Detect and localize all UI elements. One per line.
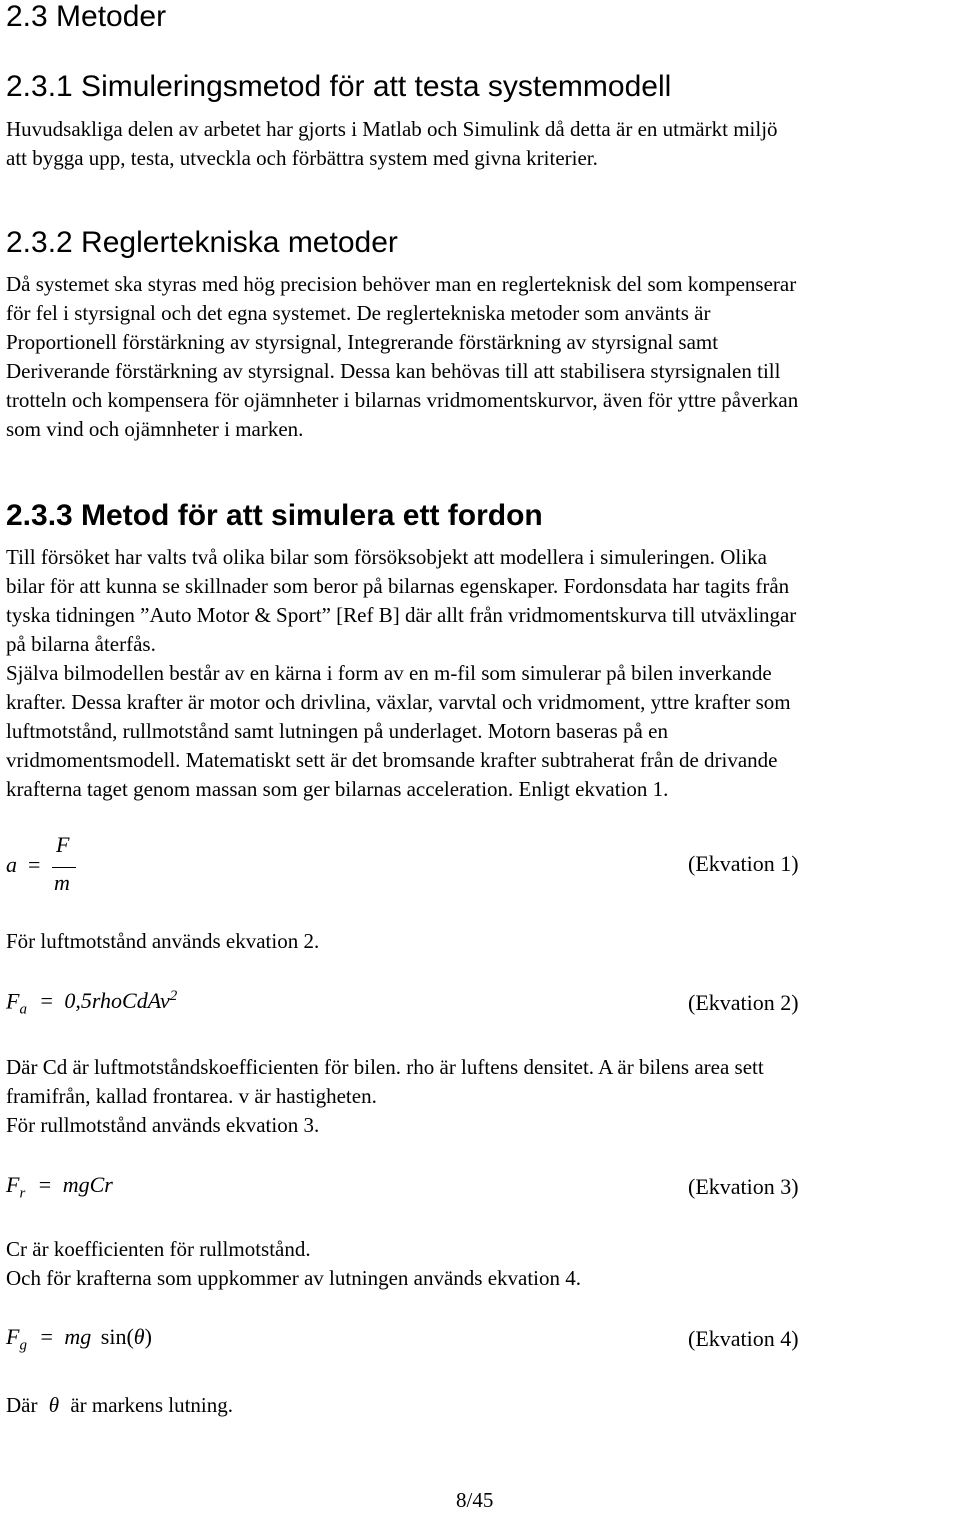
eq2-label: (Ekvation 2) bbox=[688, 990, 799, 1015]
text-line: som vind och ojämnheter i marken. bbox=[6, 417, 304, 441]
eq1-after-text bbox=[6, 927, 958, 956]
equation-4 bbox=[6, 1324, 152, 1354]
text-line: Proportionell förstärkning av styrsignal, Integrerande förstärkning av styrsignal samt bbox=[6, 330, 719, 354]
eq4-close: ) bbox=[144, 1324, 152, 1349]
fraction-bar bbox=[52, 867, 76, 868]
heading-2-3: 2.3 Metoder bbox=[6, 0, 167, 33]
heading-2-3-3: 2.3.3 Metod för att simulera ett fordon bbox=[6, 499, 543, 532]
eq1-denominator: m bbox=[54, 870, 70, 895]
eq3-sub: r bbox=[19, 1185, 26, 1202]
eq2-rhs: 0,5rhoCdAv bbox=[64, 988, 170, 1014]
eq4-after-text bbox=[6, 1391, 958, 1420]
eq2-sub: a bbox=[19, 1001, 27, 1018]
equation-1 bbox=[6, 832, 96, 900]
equation-2 bbox=[6, 988, 177, 1019]
eq2-sup: 2 bbox=[169, 988, 178, 1004]
text-line: Och för krafterna som uppkommer av lutningen används ekvation 4. bbox=[6, 1266, 582, 1290]
eq2-after-text bbox=[6, 1053, 958, 1140]
text-line: Deriverande förstärkning av styrsignal. Dessa kan behövas till att stabilisera styrsignalen till bbox=[6, 359, 781, 383]
text-line bbox=[6, 1391, 958, 1420]
eq3-label: (Ekvation 3) bbox=[688, 1174, 799, 1199]
text-line: luftmotstånd, rullmotstånd samt lutningen på underlaget. Motorn baseras på en bbox=[6, 719, 668, 743]
paragraph-2-3-3b bbox=[6, 659, 958, 804]
paragraph-2-3-3a bbox=[6, 543, 958, 659]
text-line: bilar för att kunna se skillnader som beror på bilarnas egenskaper. Fordonsdata har tagits från bbox=[6, 574, 790, 598]
eq2-f: F bbox=[6, 988, 20, 1014]
eq1-numerator: F bbox=[56, 832, 70, 857]
paragraph-2-3-2 bbox=[6, 270, 958, 444]
equation-3 bbox=[6, 1172, 113, 1202]
eq4-func: sin( bbox=[100, 1324, 134, 1349]
eq3-equals: = bbox=[38, 1172, 52, 1197]
page-number: 8/45 bbox=[456, 1488, 494, 1512]
eq4-sub: g bbox=[19, 1337, 27, 1354]
text-line: framifrån, kallad frontarea. v är hastigheten. bbox=[6, 1084, 377, 1108]
eq3-after-text bbox=[6, 1235, 958, 1293]
text-line: vridmomentsmodell. Matematiskt sett är det bromsande krafter subtraherat från de drivande bbox=[6, 748, 778, 772]
text-line: att bygga upp, testa, utveckla och förbättra system med givna kriterier. bbox=[6, 146, 598, 170]
text-line: För luftmotstånd används ekvation 2. bbox=[6, 929, 320, 953]
eq4-after-pre: Där bbox=[6, 1393, 38, 1417]
eq4-mg: mg bbox=[64, 1324, 92, 1349]
text-line: Till försöket har valts två olika bilar som försöksobjekt att modellera i simuleringen. Olika bbox=[6, 545, 767, 569]
eq1-lhs: a bbox=[6, 852, 17, 877]
text-line: krafterna taget genom massan som ger bilarnas acceleration. Enligt ekvation 1. bbox=[6, 777, 669, 801]
theta-symbol: θ bbox=[48, 1393, 60, 1417]
heading-2-3-1: 2.3.1 Simuleringsmetod för att testa systemmodell bbox=[6, 70, 672, 103]
text-line: krafter. Dessa krafter är motor och drivlina, växlar, varvtal och vridmoment, yttre krafter som bbox=[6, 690, 791, 714]
text-line: Då systemet ska styras med hög precision behöver man en reglerteknisk del som kompenserar bbox=[6, 272, 797, 296]
eq3-f: F bbox=[6, 1172, 20, 1197]
text-line: tyska tidningen ”Auto Motor & Sport” [Ref B] där allt från vridmomentskurva till utväxlingar bbox=[6, 603, 797, 627]
eq2-equals: = bbox=[40, 988, 53, 1014]
eq4-theta: θ bbox=[133, 1324, 145, 1349]
heading-2-3-2: 2.3.2 Reglertekniska metoder bbox=[6, 226, 398, 259]
paragraph-2-3-1 bbox=[6, 115, 958, 173]
eq1-equals: = bbox=[28, 852, 41, 877]
text-line: Själva bilmodellen består av en kärna i form av en m-fil som simulerar på bilen inverkande bbox=[6, 661, 772, 685]
eq4-f: F bbox=[6, 1324, 20, 1349]
eq3-rhs: mgCr bbox=[62, 1172, 113, 1197]
text-line: för fel i styrsignal och det egna systemet. De reglertekniska metoder som använts är bbox=[6, 301, 711, 325]
text-line: Cr är koefficienten för rullmotstånd. bbox=[6, 1237, 311, 1261]
eq4-after-post: är markens lutning. bbox=[70, 1393, 234, 1417]
eq4-equals: = bbox=[40, 1324, 53, 1349]
text-line: Där Cd är luftmotståndskoefficienten för bilen. rho är luftens densitet. A är bilens area sett bbox=[6, 1055, 764, 1079]
text-line: Huvudsakliga delen av arbetet har gjorts i Matlab och Simulink då detta är en utmärkt miljö bbox=[6, 117, 778, 141]
text-line: För rullmotstånd används ekvation 3. bbox=[6, 1113, 320, 1137]
text-line: trotteln och kompensera för ojämnheter i bilarnas vridmomentskurvor, även för yttre påverkan bbox=[6, 388, 799, 412]
eq1-label: (Ekvation 1) bbox=[688, 851, 799, 876]
text-line: på bilarna återfås. bbox=[6, 632, 156, 656]
eq4-label: (Ekvation 4) bbox=[688, 1326, 799, 1351]
